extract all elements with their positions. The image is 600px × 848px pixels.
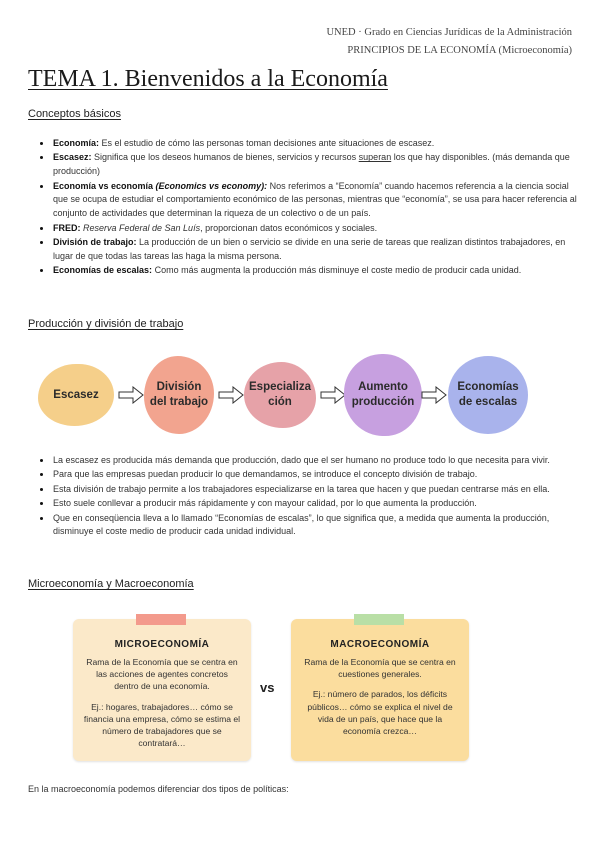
card-definition: Rama de la Economía que se centra en cuestiones generales. bbox=[304, 657, 456, 680]
tape-decoration bbox=[136, 614, 186, 625]
list-item: • Economía: Es el estudio de cómo las personas toman decisiones ante situaciones de escasez. bbox=[52, 137, 582, 151]
flow-node-escasez: Escasez bbox=[38, 364, 114, 426]
list-item: • División de trabajo: La producción de un bien o servicio se divide en una serie de tareas que realizan distintos trabajadores, en lugar de que todas las tareas las haga la misma persona. bbox=[52, 236, 582, 264]
list-item: • Para que las empresas puedan producir lo que demandamos, se introduce el concepto división de trabajo. bbox=[52, 468, 582, 482]
tape-decoration bbox=[354, 614, 404, 625]
section-heading-produccion: Producción y división de trabajo bbox=[28, 318, 184, 330]
vs-label: vs bbox=[260, 680, 275, 695]
list-item: • Escasez: Significa que los deseos humanos de bienes, servicios y recursos superan los que hay disponibles. (más demanda que producción) bbox=[52, 151, 582, 179]
list-item: • Que en conseqüencia lleva a lo llamado “Economías de escalas”, lo que significa que, a medida que aumenta la producción, disminuye el coste medio de producir cada unidad individual. bbox=[52, 512, 582, 540]
list-item: • Esta división de trabajo permite a los trabajadores especializarse en la tarea que hacen y que puedan centrarse más en ella. bbox=[52, 483, 582, 497]
card-title: MICROECONOMÍA bbox=[114, 639, 210, 650]
card-example: Ej.: hogares, trabajadores… cómo se financia una empresa, cómo se estima el número de trabajadores que se contratará… bbox=[83, 701, 241, 749]
arrow-right-icon bbox=[118, 386, 144, 404]
card-macroeconomia bbox=[291, 619, 469, 761]
flow-node-economias: Economías de escalas bbox=[448, 356, 528, 434]
production-flow-diagram bbox=[38, 354, 568, 436]
conceptos-list bbox=[36, 137, 582, 279]
document-header bbox=[326, 24, 572, 60]
card-definition: Rama de la Economía que se centra en las acciones de agentes concretos dentro de una economía. bbox=[86, 657, 238, 692]
flow-node-especializacion: Especialización bbox=[244, 362, 316, 428]
produccion-list bbox=[36, 454, 582, 540]
list-item: • FRED: Reserva Federal de San Luís, proporcionan datos económicos y sociales. bbox=[52, 222, 582, 236]
flow-node-aumento: Aumento producción bbox=[344, 354, 422, 436]
section-heading-conceptos: Conceptos básicos bbox=[28, 108, 121, 120]
list-item: • La escasez es producida más demanda que producción, dado que el ser humano no produce todo lo que necesita para vivir. bbox=[52, 454, 582, 468]
arrow-right-icon bbox=[320, 386, 346, 404]
arrow-right-icon bbox=[421, 386, 447, 404]
card-example: Ej.: número de parados, los déficits públicos… cómo se explica el nivel de vida de un país, que hace que la economía crezca… bbox=[307, 689, 453, 737]
closing-sentence: En la macroeconomía podemos diferenciar dos tipos de políticas: bbox=[28, 784, 289, 794]
section-heading-micro-macro: Microeconomía y Macroeconomía bbox=[28, 578, 194, 590]
header-subject: PRINCIPIOS DE LA ECONOMÍA (Microeconomía) bbox=[347, 45, 572, 56]
card-title: MACROECONOMÍA bbox=[330, 639, 430, 650]
list-item: • Esto suele conllevar a producir más rápidamente y con mayour calidad, por lo que aumenta la producción. bbox=[52, 497, 582, 511]
list-item: • Economía vs economía (Economics vs economy): Nos referimos a “Economía” cuando hacemos referencia a la ciencia social que se ocupa de estudiar el comportamiento económico de las personas, mientras que “economía”, se usa para hacer referencia al conjunto de actividades que determinan la riqueza de un colectivo o de un país. bbox=[52, 180, 582, 221]
arrow-right-icon bbox=[218, 386, 244, 404]
flow-node-division: División del trabajo bbox=[144, 356, 214, 434]
card-microeconomia bbox=[73, 619, 251, 761]
header-course: UNED · Grado en Ciencias Jurídicas de la Administración bbox=[326, 27, 572, 38]
list-item: • Economías de escalas: Como más augmenta la producción más disminuye el coste medio de producir cada unidad. bbox=[52, 264, 582, 278]
page-title: TEMA 1. Bienvenidos a la Economía bbox=[28, 66, 388, 92]
